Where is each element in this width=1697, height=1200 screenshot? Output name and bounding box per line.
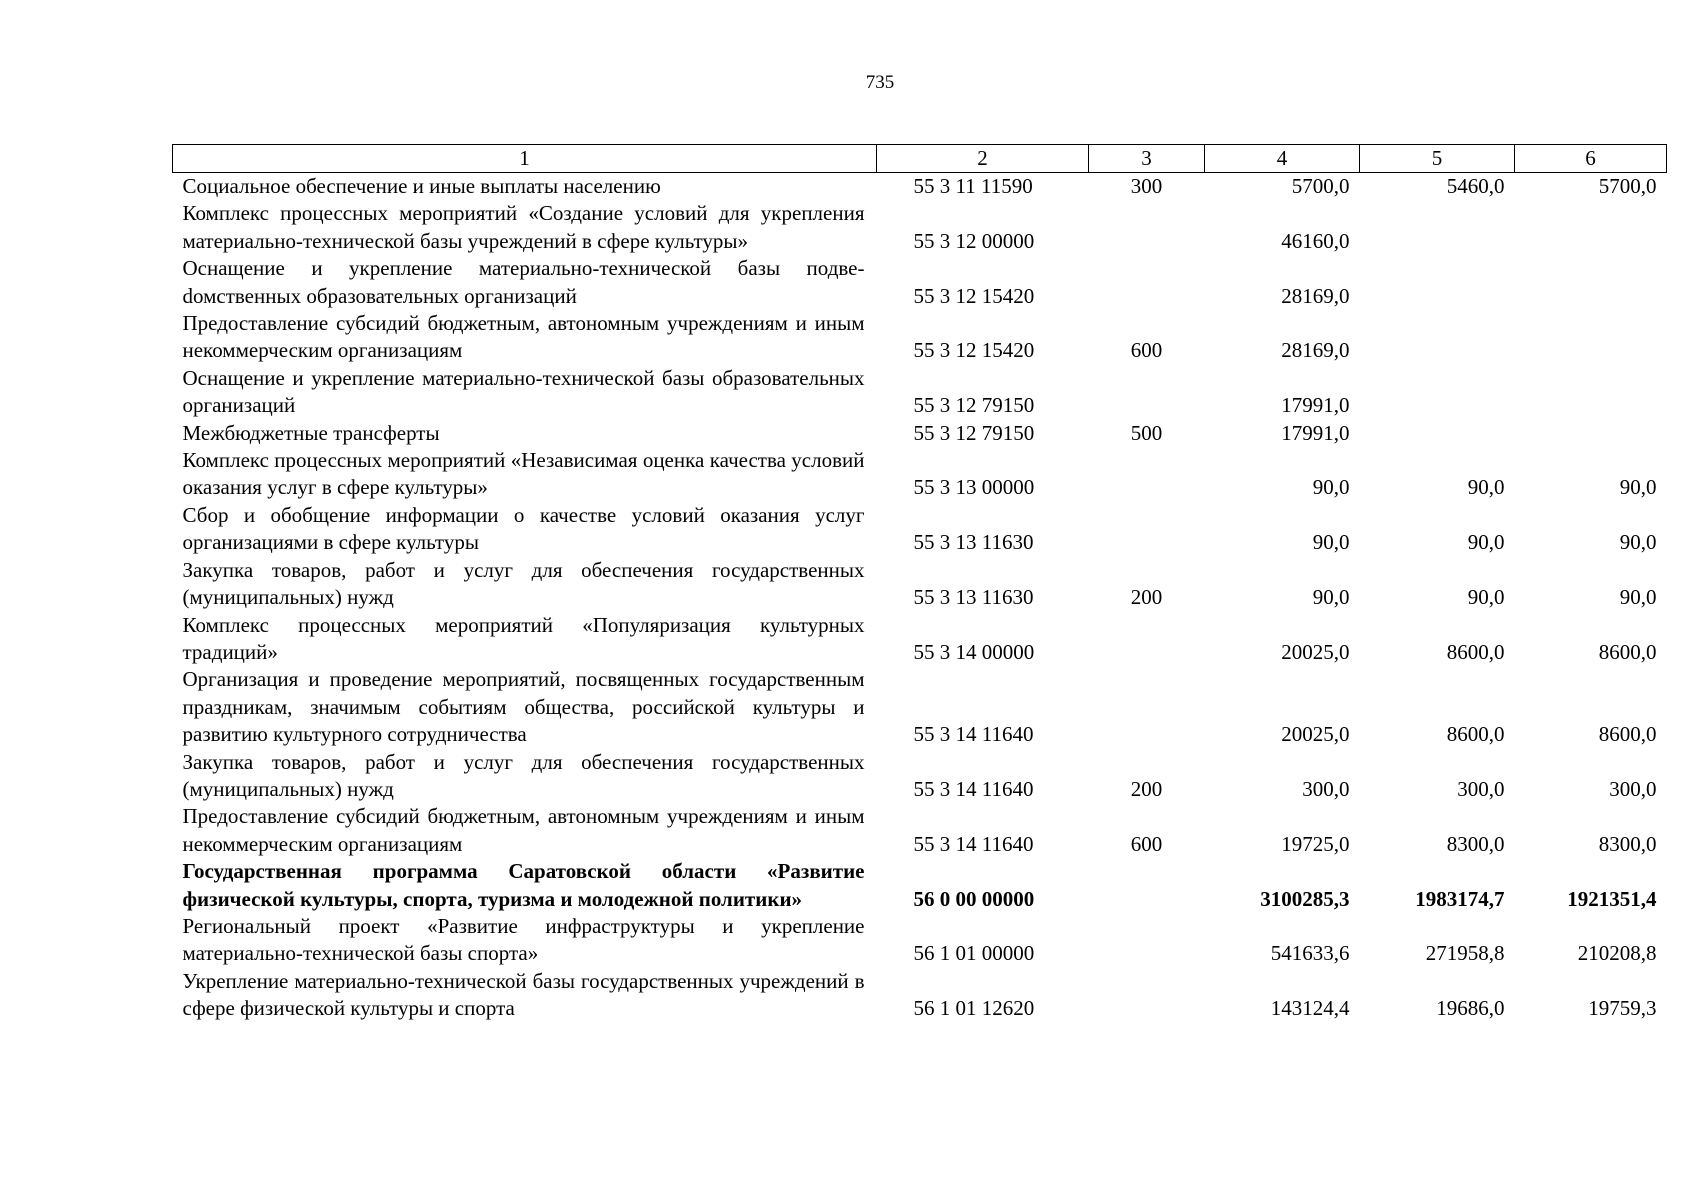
row-name-cell: Государственная программа Саратовской области «Развитие физической культуры, спорта, туризма и молодежной политики»: [182, 859, 865, 911]
row-expense-type-cell: 600: [1130, 831, 1163, 856]
row-value-col6-cell: 1921351,4: [1567, 886, 1657, 911]
row-value-col5-cell: 8600,0: [1446, 722, 1505, 747]
table-row: [173, 666, 1667, 748]
row-expense-type-cell: [1089, 858, 1205, 913]
row-expense-type-cell: 600: [1130, 338, 1163, 363]
row-code-cell: 55 3 13 11630: [913, 530, 1034, 555]
row-value-col6-cell: [1515, 365, 1667, 420]
row-value-col5-cell: [1360, 200, 1515, 255]
table-row: [173, 612, 1667, 667]
table-row: [173, 365, 1667, 420]
row-value-col6-cell: [1515, 255, 1667, 310]
row-value-col5-cell: 90,0: [1467, 475, 1505, 500]
budget-table-container: [172, 144, 1666, 1023]
row-value-col4-cell: 28169,0: [1281, 338, 1350, 363]
table-row: [173, 255, 1667, 310]
row-value-col5-cell: [1360, 365, 1515, 420]
table-row: [173, 502, 1667, 557]
row-name-cell: Закупка товаров, работ и услуг для обеспечения государственных (муниципальных) нужд: [182, 749, 865, 801]
row-code-cell: 55 3 14 11640: [913, 776, 1034, 801]
row-value-col5-cell: 1983174,7: [1415, 886, 1505, 911]
row-name-cell: Организация и проведение мероприятий, посвященных государственным праздникам, значимым событиям общества, российской культуры и развитию культурного сотрудничества: [182, 667, 865, 747]
row-code-cell: 56 1 01 00000: [913, 941, 1035, 966]
row-expense-type-cell: [1089, 612, 1205, 667]
row-value-col6-cell: 8600,0: [1598, 639, 1657, 664]
row-value-col6-cell: 19759,3: [1588, 996, 1657, 1021]
column-header: 5: [1360, 145, 1515, 173]
row-code-cell: 56 1 01 12620: [913, 996, 1035, 1021]
table-row: [173, 420, 1667, 447]
column-number-header-row: [173, 145, 1667, 173]
row-value-col4-cell: 90,0: [1312, 475, 1350, 500]
row-value-col5-cell: 90,0: [1467, 530, 1505, 555]
table-row: [173, 803, 1667, 858]
table-row: [173, 968, 1667, 1023]
row-value-col5-cell: 90,0: [1467, 585, 1505, 610]
row-value-col4-cell: 17991,0: [1281, 393, 1350, 418]
row-value-col6-cell: 90,0: [1619, 530, 1657, 555]
row-value-col4-cell: 28169,0: [1281, 283, 1350, 308]
row-code-cell: 55 3 12 15420: [913, 338, 1035, 363]
table-row: [173, 749, 1667, 804]
row-value-col5-cell: 8600,0: [1446, 639, 1505, 664]
table-row: [173, 913, 1667, 968]
row-name-cell: Предоставление субсидий бюджетным, автономным учреждениям и иным некоммерческим организациям: [182, 311, 865, 363]
row-value-col6-cell: 8600,0: [1598, 722, 1657, 747]
row-value-col5-cell: 19686,0: [1436, 996, 1505, 1021]
row-value-col6-cell: 300,0: [1609, 776, 1657, 801]
row-name-cell: Предоставление субсидий бюджетным, автономным учреждениям и иным некоммерческим организациям: [182, 804, 865, 856]
row-expense-type-cell: 200: [1130, 585, 1163, 610]
row-code-cell: 55 3 11 11590: [913, 174, 1033, 198]
row-value-col4-cell: 17991,0: [1281, 420, 1350, 445]
row-expense-type-cell: [1089, 255, 1205, 310]
row-name-cell: Комплекс процессных мероприятий «Независимая оценка качества условий оказания услуг в сфере культуры»: [182, 448, 865, 500]
row-expense-type-cell: [1089, 502, 1205, 557]
row-value-col4-cell: 20025,0: [1281, 722, 1350, 747]
row-name-cell: Комплекс процессных мероприятий «Создание условий для укрепления материально-технической базы учреждений в сфере культуры»: [182, 201, 865, 253]
column-header: 3: [1089, 145, 1205, 173]
table-row: [173, 557, 1667, 612]
row-expense-type-cell: [1089, 447, 1205, 502]
row-value-col6-cell: [1515, 420, 1667, 447]
row-value-col4-cell: 90,0: [1312, 585, 1350, 610]
row-name-cell: Укрепление материально-технической базы государственных учреждений в сфере физической культуры и спорта: [182, 968, 865, 1021]
row-value-col4-cell: 143124,4: [1270, 996, 1350, 1021]
row-code-cell: 55 3 12 00000: [913, 228, 1035, 253]
row-code-cell: 55 3 14 11640: [913, 722, 1034, 747]
row-expense-type-cell: [1089, 968, 1205, 1023]
table-row: [173, 447, 1667, 502]
row-value-col6-cell: 210208,8: [1577, 941, 1657, 966]
row-code-cell: 55 3 12 79150: [913, 420, 1035, 445]
row-value-col6-cell: 90,0: [1619, 585, 1657, 610]
table-body: [173, 173, 1667, 1023]
row-code-cell: 55 3 13 00000: [913, 475, 1035, 500]
row-value-col6-cell: 90,0: [1619, 475, 1657, 500]
row-code-cell: 56 0 00 00000: [913, 886, 1035, 911]
row-value-col4-cell: 3100285,3: [1260, 886, 1350, 911]
row-value-col6-cell: 8300,0: [1598, 831, 1657, 856]
row-value-col4-cell: 19725,0: [1281, 831, 1350, 856]
row-value-col4-cell: 541633,6: [1270, 941, 1350, 966]
row-value-col5-cell: 300,0: [1457, 776, 1505, 801]
row-value-col5-cell: 8300,0: [1446, 831, 1505, 856]
row-expense-type-cell: [1089, 200, 1205, 255]
row-value-col6-cell: 5700,0: [1598, 174, 1657, 198]
row-value-col5-cell: [1360, 255, 1515, 310]
row-code-cell: 55 3 14 00000: [913, 639, 1035, 664]
row-code-cell: 55 3 14 11640: [913, 831, 1034, 856]
budget-table: [172, 144, 1667, 1023]
table-row: [173, 858, 1667, 913]
table-row: [173, 173, 1667, 201]
column-header: 4: [1205, 145, 1360, 173]
row-value-col4-cell: 5700,0: [1291, 174, 1350, 198]
row-code-cell: 55 3 13 11630: [913, 585, 1034, 610]
table-row: [173, 310, 1667, 365]
row-value-col4-cell: 20025,0: [1281, 639, 1350, 664]
row-value-col5-cell: 271958,8: [1425, 941, 1505, 966]
column-header: 1: [173, 145, 877, 173]
row-name-cell: Региональный проект «Развитие инфраструктуры и укрепление материально-технической базы спорта»: [182, 913, 865, 966]
row-name-cell: Комплекс процессных мероприятий «Популяризация культурных традиций»: [182, 612, 865, 664]
row-value-col5-cell: [1360, 310, 1515, 365]
page-number: 735: [865, 72, 895, 93]
row-value-col5-cell: 5460,0: [1446, 174, 1505, 198]
column-header: 2: [877, 145, 1089, 173]
row-expense-type-cell: [1089, 913, 1205, 968]
row-name-cell: Межбюджетные трансферты: [182, 420, 440, 445]
row-code-cell: 55 3 12 15420: [913, 283, 1035, 308]
row-name-cell: Оснащение и укрепление материально-технической базы образовательных организаций: [182, 365, 865, 418]
row-name-cell: Сбор и обобщение информации о качестве условий оказания услуг организациями в сфере культуры: [182, 502, 865, 555]
row-expense-type-cell: 200: [1130, 776, 1163, 801]
row-value-col6-cell: [1515, 200, 1667, 255]
row-name-cell: Оснащение и укрепление материально-технической базы подвеdомственных образовательных организаций: [182, 256, 865, 308]
row-expense-type-cell: 300: [1130, 174, 1163, 198]
row-code-cell: 55 3 12 79150: [913, 393, 1035, 418]
row-expense-type-cell: [1089, 365, 1205, 420]
row-value-col5-cell: [1360, 420, 1515, 447]
row-value-col6-cell: [1515, 310, 1667, 365]
column-header: 6: [1515, 145, 1667, 173]
row-name-cell: Закупка товаров, работ и услуг для обеспечения государственных (муниципальных) нужд: [182, 557, 865, 610]
row-expense-type-cell: [1089, 666, 1205, 748]
row-name-cell: Социальное обеспечение и иные выплаты населению: [182, 174, 661, 198]
row-value-col4-cell: 90,0: [1312, 530, 1350, 555]
row-expense-type-cell: 500: [1130, 420, 1163, 445]
row-value-col4-cell: 300,0: [1302, 776, 1350, 801]
table-row: [173, 200, 1667, 255]
row-value-col4-cell: 46160,0: [1281, 228, 1350, 253]
